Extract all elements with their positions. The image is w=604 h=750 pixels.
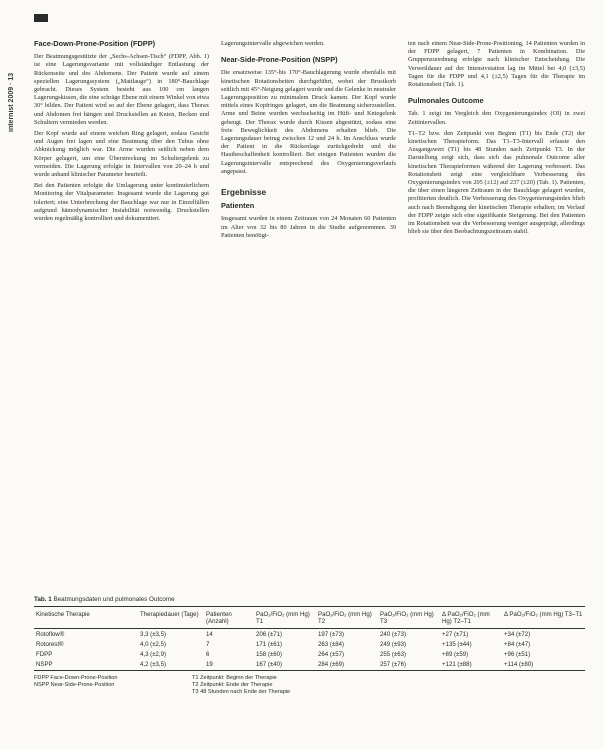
table-cell: Rotoflow® (36, 630, 65, 638)
table-cell: 171 (±61) (256, 640, 283, 648)
footnote: NSPP Near-Side-Prone-Position (34, 682, 115, 689)
results-table (34, 596, 585, 696)
table-cell: 4,3 (±2,9) (140, 651, 167, 659)
table-cell: NSPP (34, 660, 138, 671)
table-cell: +96 (±51) (504, 651, 531, 659)
text-column-middle (221, 40, 396, 560)
table-header-cell: Δ PaO₂/FiO₂ (mm Hg) T3–T1 (502, 607, 585, 629)
table-cell: 284 (±69) (316, 660, 378, 671)
table-header-cell: PaO₂/FiO₂ (mm Hg) T2 (316, 607, 378, 629)
body-paragraph: ten nach einem Near-Side-Prone-Positioning, 14 Patienten wurden in der FDPP gelagert, 7 Patienten in Kombination. Die Gruppenzuordnung erfolgte nach klinischer Entscheidung. Die Verweildauer auf der Intensivstation lag im Mittel bei 4,0 (±3,5) Tagen für die FDPP und 4,1 (±2,5) Tagen für die Therapie im Rotationsbett (Tab. 1). (408, 40, 585, 89)
table-cell: Rotorest® (36, 640, 64, 648)
table-header-cell: Δ PaO₂/FiO₂ (mm Hg) T2–T1 (440, 607, 502, 629)
table-cell: 249 (±93) (380, 640, 407, 648)
body-paragraph: Tab. 1 zeigt im Vergleich den Oxygenierungsindex (OI) in zwei Zeitintervallen. (408, 110, 585, 126)
table-header-cell: Patienten (Anzahl) (204, 607, 254, 629)
table-caption-text: Beatmungsdaten und pulmonales Outcome (53, 596, 175, 603)
table-row (34, 640, 585, 650)
table-cell: 264 (±57) (318, 651, 345, 659)
table-cell: +27 (±71) (442, 630, 469, 638)
table-cell: 197 (±73) (318, 630, 345, 638)
table-cell: 4,0 (±2,5) (140, 640, 167, 648)
body-paragraph: Insgesamt wurden in einem Zeitraum von 24 Monaten 60 Patienten im Alter von 32 bis 80 Jahren in die Studie aufgenommen. 39 Patienten benötigt- (221, 215, 396, 239)
table-cell: 167 (±40) (254, 660, 316, 671)
footnote: T3 48 Stunden nach Ende der Therapie (192, 689, 291, 696)
table-cell: 255 (±63) (380, 651, 407, 659)
body-paragraph: Der Beatmungsgestützte der „Sechs-Achsen-Tisch“ (FDPP, Abb. 1) ist eine Lagerungsvariante mit vollständiger Entlastung der Rückenseite und des Abdomens. Der Patient wurde auf einem speziellen Lagerungssystem („Mattlauge“) in 180°-Bauchlage gebracht. Dieses System besteht aus 100 cm langen Lagerungskissen, die eine schräge Ebene mit einem Winkel von etwa 30° bilden. Der Patient wird so auf der Ebene gelagert, dass Thorax und Abdomen frei hängen und Druckstellen an Knien, Becken und Schultern vermieden werden. (34, 53, 209, 126)
body-paragraph: Bei den Patienten erfolgte die Umlagerung unter kontinuierlichem Monitoring der Vitalparameter. Insgesamt wurde die Lagerung gut toleriert; eine Unterbrechung der Bauchlage war nur in Einzelfällen aufgrund hämodynamischer Instabilität notwendig. Druckstellen wurden regelmäßig kontrolliert und dokumentiert. (34, 182, 209, 223)
table-header-cell: Kinetische Therapie (34, 607, 138, 629)
table-cell: 4,2 (±3,5) (138, 660, 204, 671)
table-cell: 7 (206, 640, 210, 648)
table-caption-label: Tab. 1 (34, 596, 52, 603)
table-footnotes (34, 675, 585, 696)
footnote: T1 Zeitpunkt: Beginn der Therapie (192, 675, 277, 682)
body-paragraph: Der Kopf wurde auf einem weichen Ring gelagert, sodass Gesicht und Augen frei lagen und eine Beatmung über den Tubus ohne Abknickung möglich war. Die Arme wurden seitlich neben dem Körper gelagert, um eine Überstreckung im Schultergelenk zu vermeiden. Die Lagerung erfolgte in Intervallen von 20–24 h und wurde anhand klinischer Parameter beurteilt. (34, 130, 209, 179)
section-heading-pulmonary-outcome: Pulmonales Outcome (408, 96, 484, 106)
table-cell: 263 (±84) (318, 640, 345, 648)
text-column-right (408, 40, 585, 560)
subheading-patients: Patienten (221, 201, 255, 211)
table-caption (34, 596, 585, 603)
table-row (34, 629, 585, 640)
table-cell: +114 (±80) (502, 660, 585, 671)
text-column-left (34, 40, 209, 582)
section-heading-nspp: Near-Side-Prone-Position (NSPP) (221, 55, 338, 65)
table-cell: +34 (±72) (504, 630, 531, 638)
table-cell: +135 (±44) (442, 640, 472, 648)
table-header-cell: PaO₂/FiO₂ (mm Hg) T1 (254, 607, 316, 629)
table-cell: 240 (±73) (380, 630, 407, 638)
table-cell: 257 (±76) (378, 660, 440, 671)
table-cell: 206 (±71) (256, 630, 283, 638)
body-paragraph: Die ersatzweise 135°-bis 170°-Bauchlagerung wurde ebenfalls mit kinetischen Rotationsbetten durchgeführt, wobei der Brustkorb seitlich mit 45°-Neigung gelagert wurde und die Gelenke in neutraler Lagerungsposition zu minimalem Druck kamen. Der Kopf wurde mittels eines Kopfringes gelagert, um die Beatmung sicherzustellen. Arme und Beine wurden wechselseitig im Hüft- und Kniegelenk gebeugt. Der Thorax wurde durch Kissen abgestützt, sodass eine freie Beweglichkeit des Abdomens erhalten blieb. Die Lagerungsdauer betrug zwischen 12 und 24 h. Im Anschluss wurde der Patient in die Rückenlage zurückgedreht und die Hautbeschaffenheit kontrolliert. Bei einigen Patienten wurden die Lagerungsintervalle entsprechend des Oxygenierungsverlaufs angepasst. (221, 69, 396, 175)
table-cell: 14 (206, 630, 213, 638)
table-cell: 6 (206, 651, 210, 659)
table-row (34, 650, 585, 660)
table-header-cell: Therapiedauer (Tage) (138, 607, 204, 629)
table-cell: +84 (±47) (504, 640, 531, 648)
table-row (34, 660, 585, 671)
outcome-table (34, 606, 585, 671)
footnote: FDPP Face-Down-Prone-Position (34, 675, 118, 682)
table-cell: FDPP (36, 651, 53, 659)
table-cell: 19 (204, 660, 254, 671)
body-paragraph: Lagerungsintervalle abgewichen werden. (221, 40, 325, 47)
section-heading-results: Ergebnisse (221, 187, 267, 198)
body-paragraph: T1–T2 bzw. den Zeitpunkt von Beginn (T1) bis Ende (T2) der kinetischen Therapieform. Das T1–T3-Intervall erfasste den Ausgangswert (T1) bis 48 Stunden nach Zeitpunkt T3. In der Darstellung zeigt sich, dass sich das pulmonale Outcome aller kinetischen Therapieformen während der Lagerung verbessert. Das Rotationsbett zeigt eine vergleichbare Verbesserung des Oxygenierungsindex von 205 (±12) auf 237 (±20) (Tab. 1). Patienten, die über einen längeren Zeitraum in der Bauchlage gelagert wurden, profitierten deutlich. Die Verbesserung des Oxygenierungsindex blieb auch nach Beendigung der kinetischen Therapie erhalten; im Verlauf der FDPP zeigte sich eine signifikante Steigerung. Bei den Patienten im Rotationsbett war die Verbesserung weniger ausgeprägt, allerdings blieb sie über den Beobachtungszeitraum stabil. (408, 129, 585, 236)
table-cell: 158 (±60) (256, 651, 283, 659)
table-header-row (34, 607, 585, 629)
table-cell: 3,3 (±3,5) (140, 630, 167, 638)
table-cell: +89 (±59) (442, 651, 469, 659)
footnote-group (192, 675, 432, 696)
table-cell: +121 (±88) (440, 660, 502, 671)
section-heading-fdpp: Face-Down-Prone-Position (FDPP) (34, 40, 156, 48)
footnote-group (34, 675, 192, 696)
journal-side-label: internist 2009 · 13 (8, 72, 15, 132)
table-header-cell: PaO₂/FiO₂ (mm Hg) T3 (378, 607, 440, 629)
page-corner-mark (34, 14, 48, 22)
footnote: T2 Zeitpunkt: Ende der Therapie (192, 682, 273, 689)
